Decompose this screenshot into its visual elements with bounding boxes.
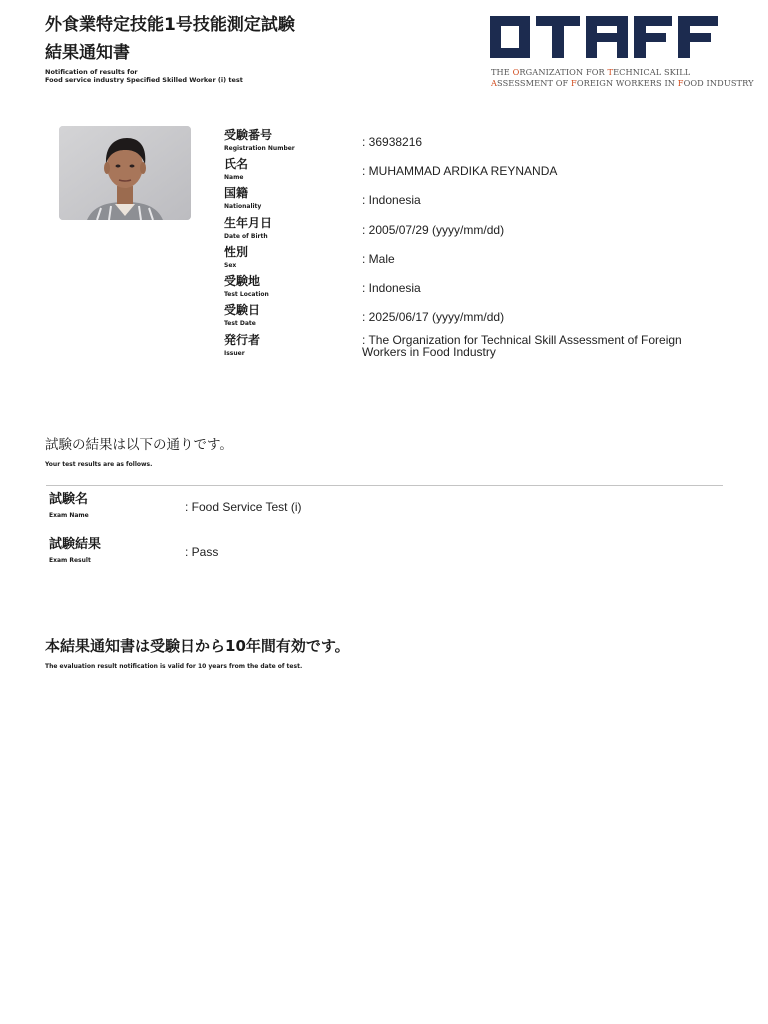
result-label: 試験名 (49, 492, 89, 507)
validity-notice: 本結果通知書は受験日から10年間有効です。 (45, 637, 350, 655)
field-value: : The Organization for Technical Skill Assessment of Foreign Workers in Food Industry (362, 333, 682, 359)
field-value: : 36938216 (362, 135, 423, 149)
field-label-en: Test Date (224, 320, 256, 327)
document-subtitle-line-1: Notification of results for (45, 68, 138, 76)
field-value: : Indonesia (362, 281, 421, 295)
field-value: : Indonesia (362, 193, 421, 207)
field-value: : 2025/06/17 (yyyy/mm/dd) (362, 310, 505, 324)
field-label-en: Name (224, 174, 244, 181)
field-test-location (224, 275, 724, 304)
field-label-en: Date of Birth (224, 233, 268, 240)
field-label-en: Test Location (224, 291, 269, 298)
result-label-en: Exam Name (49, 512, 89, 519)
field-label: 受験番号 (224, 128, 273, 142)
document-title-line-2: 結果通知書 (45, 43, 130, 63)
field-value: : 2005/07/29 (yyyy/mm/dd) (362, 223, 505, 237)
section-divider (46, 485, 723, 486)
applicant-photo (59, 126, 191, 220)
logo-tagline-line-1: THE ORGANIZATION FOR TECHNICAL SKILL (491, 67, 691, 77)
field-registration-number (224, 129, 724, 158)
field-label-en: Nationality (224, 203, 262, 210)
field-label: 発行者 (224, 333, 261, 347)
validity-notice-en: The evaluation result notification is valid for 10 years from the date of test. (45, 663, 303, 670)
field-test-date (224, 304, 724, 333)
result-exam-name (49, 493, 649, 523)
field-label: 氏名 (224, 157, 249, 171)
field-label: 受験地 (224, 274, 261, 288)
field-value: : Male (362, 252, 395, 266)
otaff-logo-wordmark (490, 16, 720, 60)
field-name (224, 158, 724, 187)
person-portrait-icon (59, 126, 191, 220)
result-label-en: Exam Result (49, 557, 91, 564)
field-label-en: Registration Number (224, 145, 295, 152)
field-label: 性別 (224, 245, 249, 259)
field-date-of-birth (224, 217, 724, 246)
field-label: 受験日 (224, 303, 261, 317)
field-sex (224, 246, 724, 275)
field-label: 国籍 (224, 186, 249, 200)
field-label-en: Sex (224, 262, 237, 269)
result-exam-result (49, 538, 649, 568)
document-title-line-1: 外食業特定技能1号技能測定試験 (45, 15, 295, 35)
field-value: : MUHAMMAD ARDIKA REYNANDA (362, 164, 558, 178)
field-issuer (224, 334, 724, 366)
field-label: 生年月日 (224, 216, 273, 230)
field-label-en: Issuer (224, 350, 245, 357)
document-subtitle-line-2: Food service industry Specified Skilled Worker (i) test (45, 76, 243, 84)
results-heading: 試験の結果は以下の通りです。 (45, 437, 233, 453)
field-nationality (224, 187, 724, 216)
logo-tagline-line-2: ASSESSMENT OF FOREIGN WORKERS IN FOOD INDUSTRY (491, 78, 754, 88)
results-heading-en: Your test results are as follows. (45, 461, 153, 468)
result-value: : Food Service Test (i) (185, 500, 302, 514)
result-label: 試験結果 (49, 537, 102, 552)
result-value: : Pass (185, 545, 219, 559)
